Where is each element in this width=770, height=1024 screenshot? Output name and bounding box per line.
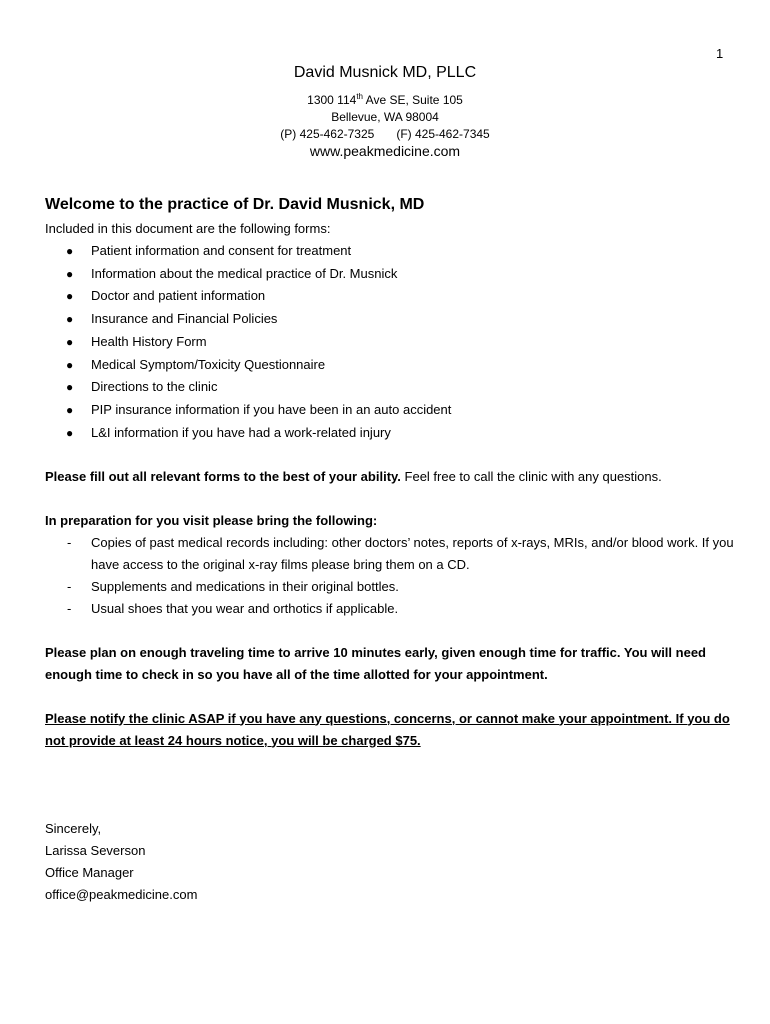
contact-numbers: [0, 126, 770, 143]
list-item: [45, 263, 735, 286]
list-item: [45, 331, 735, 354]
list-item: [45, 354, 735, 377]
bullet-icon: ●: [66, 357, 74, 372]
list-item-text: Supplements and medications in their original bottles.: [91, 578, 399, 594]
travel-notice: Please plan on enough traveling time to arrive 10 minutes early, given enough time for traffic. You will need enough time to check in so you have all of the time allotted for your appointment.: [45, 644, 706, 682]
letterhead: [0, 64, 770, 160]
fill-out-bold: Please fill out all relevant forms to the best of your ability.: [45, 469, 401, 485]
bullet-icon: ●: [66, 380, 74, 395]
signature-title: Office Manager: [45, 864, 134, 880]
preparation-heading: In preparation for you visit please bring the following:: [45, 513, 378, 529]
list-item-text: L&I information if you have had a work-related injury: [91, 424, 391, 440]
bullet-icon: ●: [66, 289, 74, 304]
bullet-icon: ●: [66, 266, 74, 281]
list-item-text: Copies of past medical records including: other doctors’ notes, reports of x-rays, MRIs, and/or blood work. If you have access to the original x-ray films please bring them on a CD.: [91, 535, 734, 573]
bullet-icon: ●: [66, 402, 74, 417]
address-suffix: th: [356, 92, 363, 101]
dash-icon: -: [67, 578, 72, 594]
list-item: [45, 399, 735, 422]
list-item: [45, 576, 735, 598]
list-item-text: Doctor and patient information: [91, 288, 266, 304]
fill-out-instructions: [45, 466, 735, 488]
fill-out-rest: Feel free to call the clinic with any questions.: [400, 469, 662, 485]
list-item-text: Patient information and consent for treatment: [91, 243, 352, 258]
bullet-icon: ●: [66, 334, 74, 349]
dash-icon: -: [67, 535, 72, 551]
signature-email: office@peakmedicine.com: [45, 886, 198, 902]
welcome-title: Welcome to the practice of Dr. David Musnick, MD: [45, 196, 425, 213]
list-item-text: PIP insurance information if you have been in an auto accident: [91, 401, 452, 417]
fax-number: (F) 425-462-7345: [396, 127, 490, 141]
street-address: [0, 88, 770, 109]
city-line: Bellevue, WA 98004: [331, 110, 439, 124]
bullet-icon: ●: [66, 425, 74, 440]
list-item: [45, 532, 735, 576]
list-item-text: Health History Form: [91, 333, 207, 349]
list-item: [45, 422, 735, 445]
letter-body: [45, 196, 735, 906]
list-item-text: Directions to the clinic: [91, 379, 218, 395]
list-item: [45, 240, 735, 263]
list-item: [45, 376, 735, 399]
website: www.peakmedicine.com: [309, 143, 461, 159]
bullet-icon: ●: [66, 244, 74, 258]
list-item-text: Information about the medical practice of Dr. Musnick: [91, 265, 398, 281]
bring-list: [45, 532, 735, 619]
list-item: [45, 308, 735, 331]
page-number: 1: [716, 46, 724, 61]
forms-list: [45, 240, 735, 444]
list-item-text: Medical Symptom/Toxicity Questionnaire: [91, 356, 326, 372]
signature-closing: Sincerely,: [45, 820, 102, 836]
phone-number: (P) 425-462-7325: [280, 127, 375, 141]
cancellation-notice: Please notify the clinic ASAP if you have any questions, concerns, or cannot make your appointment. If you do not provide at least 24 hours notice, you will be charged $75.: [45, 710, 730, 748]
address-number: 1300 114: [307, 93, 357, 107]
list-item: [45, 285, 735, 308]
list-item-text: Insurance and Financial Policies: [91, 311, 278, 327]
intro-text: Included in this document are the following forms:: [45, 221, 331, 236]
bullet-icon: ●: [66, 312, 74, 327]
dash-icon: -: [67, 600, 72, 616]
practice-name: David Musnick MD, PLLC: [293, 64, 477, 81]
signature-name: Larissa Severson: [45, 842, 146, 858]
list-item: [45, 598, 735, 620]
address-rest: Ave SE, Suite 105: [362, 93, 463, 107]
list-item-text: Usual shoes that you wear and orthotics if applicable.: [91, 600, 399, 616]
